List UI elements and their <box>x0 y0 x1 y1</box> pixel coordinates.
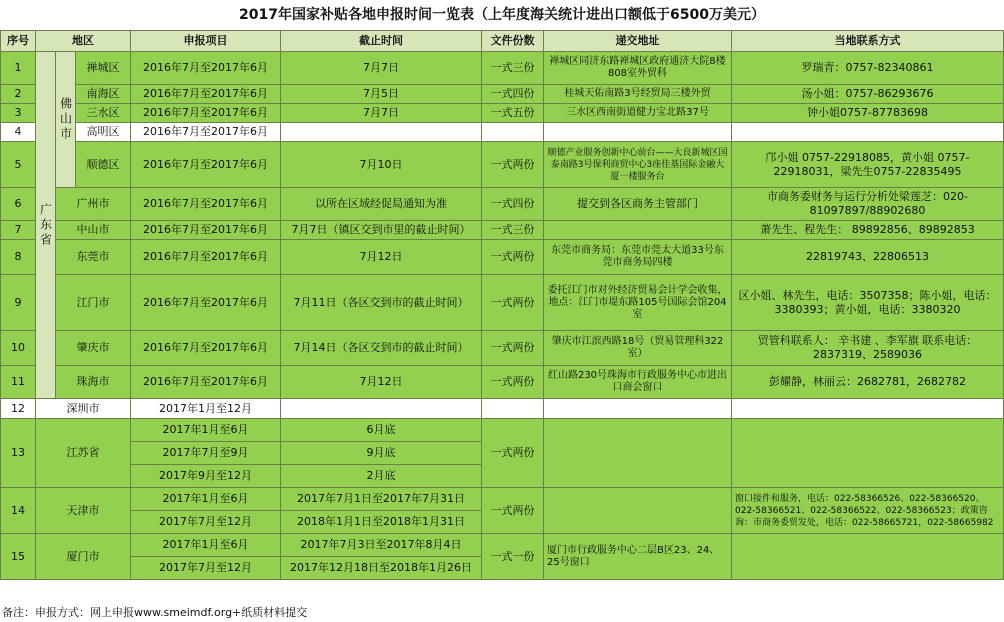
row-no: 8 <box>1 240 36 275</box>
contact-cell <box>732 399 1004 419</box>
period-cell: 2016年7月至2017年6月 <box>131 240 281 275</box>
contact-cell <box>732 419 1004 488</box>
deadline-cell: 7月5日 <box>281 85 482 104</box>
deadline-cell <box>281 123 482 142</box>
table-row <box>1 488 1004 511</box>
copies-cell: 一式四份 <box>482 85 544 104</box>
address-cell: 桂城天佑南路3号经贸局三楼外贸 <box>544 85 732 104</box>
table-row <box>1 221 1004 240</box>
table-row <box>1 534 1004 557</box>
contact-cell <box>732 123 1004 142</box>
table-row <box>1 399 1004 419</box>
period-cell: 2016年7月至2017年6月 <box>131 366 281 399</box>
row-no: 1 <box>1 52 36 85</box>
deadline-cell: 2017年7月3日至2017年8月4日 <box>281 534 482 557</box>
period-cell: 2017年7月至12月 <box>131 557 281 580</box>
period-cell: 2016年7月至2017年6月 <box>131 104 281 123</box>
copies-cell: 一式三份 <box>482 52 544 85</box>
header-copies: 文件份数 <box>482 31 544 52</box>
district-cell: 广州市 <box>56 188 131 221</box>
district-cell: 顺德区 <box>76 142 131 188</box>
period-cell: 2017年1月至6月 <box>131 534 281 557</box>
contact-cell: 市商务委财务与运行分析处梁莲芝：020-81097897/88902680 <box>732 188 1004 221</box>
row-no: 2 <box>1 85 36 104</box>
district-cell: 深圳市 <box>36 399 131 419</box>
contact-cell: 萧先生、程先生： 89892856、89892853 <box>732 221 1004 240</box>
address-cell: 委托江门市对外经济贸易会计学会收集，地点：江门市堤东路105号国际会馆204室 <box>544 275 732 331</box>
period-cell: 2016年7月至2017年6月 <box>131 52 281 85</box>
period-cell: 2016年7月至2017年6月 <box>131 275 281 331</box>
deadline-cell: 以所在区域经促局通知为准 <box>281 188 482 221</box>
address-cell: 厦门市行政服务中心二层B区23、24、25号窗口 <box>544 534 732 580</box>
district-cell: 南海区 <box>76 85 131 104</box>
city-cell: 佛山市 <box>56 52 76 188</box>
contact-cell: 贸管科联系人： 辛书建 、李军旗 联系电话：2837319、2589036 <box>732 331 1004 366</box>
address-cell <box>544 419 732 488</box>
copies-cell: 一式两份 <box>482 488 544 534</box>
address-cell <box>544 123 732 142</box>
copies-cell: 一式两份 <box>482 240 544 275</box>
contact-cell: 22819743、22806513 <box>732 240 1004 275</box>
table-row <box>1 275 1004 331</box>
row-no: 9 <box>1 275 36 331</box>
row-no: 7 <box>1 221 36 240</box>
address-cell <box>544 221 732 240</box>
deadline-cell: 2月底 <box>281 465 482 488</box>
header-deadline: 截止时间 <box>281 31 482 52</box>
subsidy-table <box>0 30 1004 580</box>
address-cell: 红山路230号珠海市行政服务中心市进出口商会窗口 <box>544 366 732 399</box>
deadline-cell: 9月底 <box>281 442 482 465</box>
contact-cell: 邝小姐 0757-22918085，黄小姐 0757-22918031，梁先生0757-22835495 <box>732 142 1004 188</box>
row-no: 6 <box>1 188 36 221</box>
period-cell: 2017年7月至9月 <box>131 442 281 465</box>
table-row <box>1 419 1004 442</box>
header-row <box>1 31 1004 52</box>
period-cell: 2017年1月至6月 <box>131 488 281 511</box>
header-contact: 当地联系方式 <box>732 31 1004 52</box>
deadline-cell: 6月底 <box>281 419 482 442</box>
copies-cell: 一式一份 <box>482 534 544 580</box>
table-row <box>1 240 1004 275</box>
table-row <box>1 331 1004 366</box>
copies-cell: 一式两份 <box>482 275 544 331</box>
page-title: 2017年国家补贴各地申报时间一览表（上年度海关统计进出口额低于6500万美元） <box>0 0 1004 30</box>
period-cell: 2016年7月至2017年6月 <box>131 188 281 221</box>
region-cell: 厦门市 <box>36 534 131 580</box>
district-cell: 珠海市 <box>56 366 131 399</box>
address-cell: 提交到各区商务主管部门 <box>544 188 732 221</box>
deadline-cell: 7月12日 <box>281 366 482 399</box>
district-cell: 禅城区 <box>76 52 131 85</box>
contact-cell <box>732 534 1004 580</box>
period-cell: 2016年7月至2017年6月 <box>131 331 281 366</box>
copies-cell <box>482 399 544 419</box>
period-cell: 2017年1月至6月 <box>131 419 281 442</box>
deadline-cell: 2017年12月18日至2018年1月26日 <box>281 557 482 580</box>
deadline-cell: 7月11日（各区交到市的截止时间） <box>281 275 482 331</box>
district-cell: 高明区 <box>76 123 131 142</box>
deadline-cell: 2017年7月1日至2017年7月31日 <box>281 488 482 511</box>
period-cell: 2016年7月至2017年6月 <box>131 142 281 188</box>
deadline-cell <box>281 399 482 419</box>
row-no: 3 <box>1 104 36 123</box>
deadline-cell: 7月14日（各区交到市的截止时间） <box>281 331 482 366</box>
deadline-cell: 7月7日 <box>281 52 482 85</box>
period-cell: 2017年9月至12月 <box>131 465 281 488</box>
district-cell: 肇庆市 <box>56 331 131 366</box>
copies-cell: 一式五份 <box>482 104 544 123</box>
table-row <box>1 85 1004 104</box>
copies-cell: 一式两份 <box>482 366 544 399</box>
address-cell: 三水区西南街道健力宝北路37号 <box>544 104 732 123</box>
period-cell: 2017年7月至12月 <box>131 511 281 534</box>
copies-cell: 一式两份 <box>482 331 544 366</box>
table-row <box>1 142 1004 188</box>
district-cell: 东莞市 <box>56 240 131 275</box>
header-address: 递交地址 <box>544 31 732 52</box>
copies-cell: 一式三份 <box>482 221 544 240</box>
row-no: 14 <box>1 488 36 534</box>
province-cell: 广东省 <box>36 52 56 399</box>
deadline-cell: 7月12日 <box>281 240 482 275</box>
footnote: 备注：申报方式：网上申报www.smeimdf.org+纸质材料提交 <box>2 606 308 619</box>
table-row <box>1 104 1004 123</box>
table-row <box>1 188 1004 221</box>
period-cell: 2017年1月至12月 <box>131 399 281 419</box>
address-cell <box>544 488 732 534</box>
copies-cell: 一式两份 <box>482 419 544 488</box>
table-row <box>1 123 1004 142</box>
deadline-cell: 7月7日（镇区交到市里的截止时间） <box>281 221 482 240</box>
district-cell: 三水区 <box>76 104 131 123</box>
contact-cell: 窗口接件和服务，电话：022-58366526、022-58366520、022-58366521、022-58366522、022-58366523；政策咨询：市商务委贸发处，电话：022-58665721，022-58665982 <box>732 488 1004 534</box>
table-row <box>1 52 1004 85</box>
row-no: 10 <box>1 331 36 366</box>
region-cell: 江苏省 <box>36 419 131 488</box>
deadline-cell: 7月10日 <box>281 142 482 188</box>
district-cell: 江门市 <box>56 275 131 331</box>
period-cell: 2016年7月至2017年6月 <box>131 221 281 240</box>
period-cell: 2016年7月至2017年6月 <box>131 85 281 104</box>
row-no: 11 <box>1 366 36 399</box>
contact-cell: 区小姐、林先生，电话：3507358；陈小姐，电话：3380393；黄小姐，电话：3380320 <box>732 275 1004 331</box>
address-cell: 肇庆市江滨西路18号（贸易管理科322室） <box>544 331 732 366</box>
address-cell: 禅城区同济东路禅城区政府通济大院8楼808室外贸科 <box>544 52 732 85</box>
district-cell: 中山市 <box>56 221 131 240</box>
copies-cell: 一式两份 <box>482 142 544 188</box>
deadline-cell: 2018年1月1日至2018年1月31日 <box>281 511 482 534</box>
period-cell: 2016年7月至2017年6月 <box>131 123 281 142</box>
row-no: 12 <box>1 399 36 419</box>
region-cell: 天津市 <box>36 488 131 534</box>
address-cell: 东莞市商务局：东莞市莞太大道33号东莞市商务局四楼 <box>544 240 732 275</box>
contact-cell: 钟小姐0757-87783698 <box>732 104 1004 123</box>
address-cell: 顺德产业服务创新中心前台——大良新城区国泰南路3号保利商贸中心3座佳基国际金融大厦一楼服务台 <box>544 142 732 188</box>
row-no: 4 <box>1 123 36 142</box>
address-cell <box>544 399 732 419</box>
copies-cell <box>482 123 544 142</box>
header-period: 申报项目 <box>131 31 281 52</box>
row-no: 13 <box>1 419 36 488</box>
row-no: 5 <box>1 142 36 188</box>
contact-cell: 汤小姐：0757-86293676 <box>732 85 1004 104</box>
header-region: 地区 <box>36 31 131 52</box>
copies-cell: 一式四份 <box>482 188 544 221</box>
contact-cell: 罗瑞青：0757-82340861 <box>732 52 1004 85</box>
row-no: 15 <box>1 534 36 580</box>
deadline-cell: 7月7日 <box>281 104 482 123</box>
table-row <box>1 366 1004 399</box>
contact-cell: 彭耀静，林丽云：2682781，2682782 <box>732 366 1004 399</box>
header-no: 序号 <box>1 31 36 52</box>
